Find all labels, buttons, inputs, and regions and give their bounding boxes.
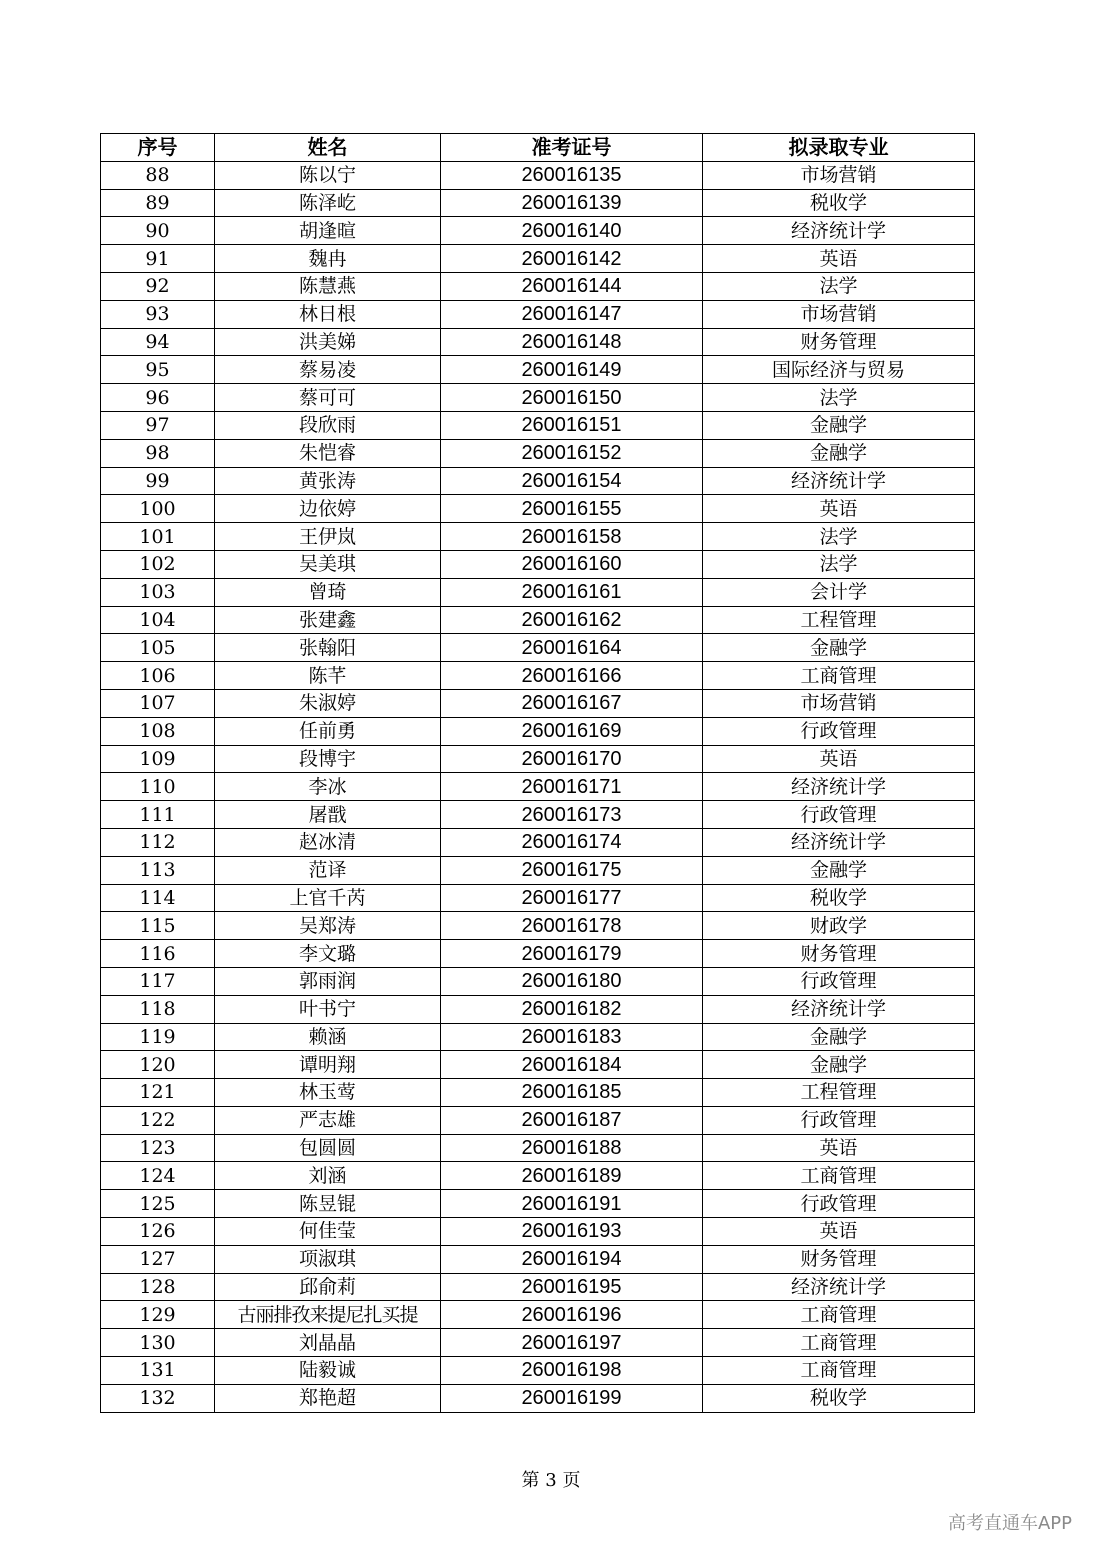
cell-major: 金融学: [703, 1051, 975, 1079]
cell-major: 工商管理: [703, 1329, 975, 1357]
cell-serial: 125: [101, 1190, 215, 1218]
cell-name: 蔡易凌: [215, 356, 441, 384]
cell-major: 法学: [703, 523, 975, 551]
cell-name: 严志雄: [215, 1106, 441, 1134]
cell-exam-id: 260016174: [441, 828, 703, 856]
cell-name: 叶书宁: [215, 995, 441, 1023]
cell-exam-id: 260016149: [441, 356, 703, 384]
cell-name: 王伊岚: [215, 523, 441, 551]
cell-serial: 110: [101, 773, 215, 801]
cell-major: 财务管理: [703, 328, 975, 356]
cell-serial: 112: [101, 828, 215, 856]
cell-name: 郑艳超: [215, 1384, 441, 1412]
cell-serial: 111: [101, 801, 215, 829]
cell-major: 工商管理: [703, 1162, 975, 1190]
table-row: [101, 1134, 975, 1162]
cell-exam-id: 260016161: [441, 578, 703, 606]
table-row: [101, 272, 975, 300]
table-row: [101, 1106, 975, 1134]
cell-major: 经济统计学: [703, 217, 975, 245]
cell-name: 边依婷: [215, 495, 441, 523]
page-number: 第 3 页: [521, 1470, 581, 1491]
cell-serial: 94: [101, 328, 215, 356]
cell-name: 陈昱锟: [215, 1190, 441, 1218]
table-row: [101, 662, 975, 690]
table-row: [101, 1023, 975, 1051]
cell-major: 财政学: [703, 912, 975, 940]
cell-exam-id: 260016187: [441, 1106, 703, 1134]
table-row: [101, 495, 975, 523]
table-row: [101, 1301, 975, 1329]
cell-major: 金融学: [703, 634, 975, 662]
cell-name: 陈慧燕: [215, 272, 441, 300]
table-header-row: [101, 134, 975, 162]
cell-name: 陈芊: [215, 662, 441, 690]
cell-major: 英语: [703, 495, 975, 523]
cell-name: 陆毅诚: [215, 1357, 441, 1385]
cell-exam-id: 260016179: [441, 940, 703, 968]
cell-serial: 128: [101, 1273, 215, 1301]
cell-exam-id: 260016195: [441, 1273, 703, 1301]
table-row: [101, 411, 975, 439]
cell-exam-id: 260016154: [441, 467, 703, 495]
cell-name: 郭雨润: [215, 967, 441, 995]
cell-exam-id: 260016148: [441, 328, 703, 356]
cell-serial: 124: [101, 1162, 215, 1190]
cell-name: 黄张涛: [215, 467, 441, 495]
cell-major: 工商管理: [703, 1357, 975, 1385]
cell-exam-id: 260016185: [441, 1079, 703, 1107]
cell-exam-id: 260016194: [441, 1245, 703, 1273]
cell-name: 刘涵: [215, 1162, 441, 1190]
cell-serial: 129: [101, 1301, 215, 1329]
table-row: [101, 606, 975, 634]
cell-exam-id: 260016193: [441, 1218, 703, 1246]
cell-serial: 117: [101, 967, 215, 995]
table-row: [101, 634, 975, 662]
cell-serial: 123: [101, 1134, 215, 1162]
table-row: [101, 940, 975, 968]
cell-major: 行政管理: [703, 801, 975, 829]
cell-major: 工商管理: [703, 1301, 975, 1329]
cell-name: 魏冉: [215, 245, 441, 273]
cell-name: 李冰: [215, 773, 441, 801]
table-row: [101, 967, 975, 995]
cell-serial: 90: [101, 217, 215, 245]
cell-major: 英语: [703, 745, 975, 773]
cell-serial: 105: [101, 634, 215, 662]
cell-exam-id: 260016160: [441, 550, 703, 578]
cell-exam-id: 260016139: [441, 189, 703, 217]
cell-exam-id: 260016151: [441, 411, 703, 439]
cell-name: 张翰阳: [215, 634, 441, 662]
cell-serial: 119: [101, 1023, 215, 1051]
cell-major: 金融学: [703, 439, 975, 467]
cell-name: 曾琦: [215, 578, 441, 606]
cell-name: 屠戬: [215, 801, 441, 829]
cell-exam-id: 260016196: [441, 1301, 703, 1329]
cell-exam-id: 260016152: [441, 439, 703, 467]
cell-major: 行政管理: [703, 1190, 975, 1218]
table-row: [101, 828, 975, 856]
table-row: [101, 1190, 975, 1218]
cell-exam-id: 260016189: [441, 1162, 703, 1190]
cell-exam-id: 260016197: [441, 1329, 703, 1357]
cell-exam-id: 260016175: [441, 856, 703, 884]
cell-serial: 92: [101, 272, 215, 300]
cell-major: 经济统计学: [703, 995, 975, 1023]
cell-major: 税收学: [703, 884, 975, 912]
cell-serial: 99: [101, 467, 215, 495]
cell-major: 工程管理: [703, 606, 975, 634]
table-row: [101, 773, 975, 801]
table-row: [101, 189, 975, 217]
cell-exam-id: 260016147: [441, 300, 703, 328]
table-row: [101, 384, 975, 412]
table-row: [101, 356, 975, 384]
cell-major: 财务管理: [703, 1245, 975, 1273]
cell-major: 税收学: [703, 189, 975, 217]
table-row: [101, 912, 975, 940]
cell-exam-id: 260016199: [441, 1384, 703, 1412]
cell-exam-id: 260016164: [441, 634, 703, 662]
cell-major: 会计学: [703, 578, 975, 606]
table-row: [101, 1329, 975, 1357]
cell-name: 陈以宁: [215, 161, 441, 189]
cell-major: 金融学: [703, 856, 975, 884]
table-row: [101, 467, 975, 495]
table-row: [101, 995, 975, 1023]
cell-major: 经济统计学: [703, 467, 975, 495]
cell-name: 朱恺睿: [215, 439, 441, 467]
table-row: [101, 1162, 975, 1190]
cell-serial: 107: [101, 689, 215, 717]
table-row: [101, 439, 975, 467]
cell-serial: 121: [101, 1079, 215, 1107]
table-row: [101, 1273, 975, 1301]
cell-exam-id: 260016173: [441, 801, 703, 829]
cell-serial: 131: [101, 1357, 215, 1385]
cell-serial: 126: [101, 1218, 215, 1246]
cell-exam-id: 260016167: [441, 689, 703, 717]
cell-name: 张建鑫: [215, 606, 441, 634]
cell-exam-id: 260016140: [441, 217, 703, 245]
cell-name: 刘晶晶: [215, 1329, 441, 1357]
cell-serial: 109: [101, 745, 215, 773]
cell-major: 财务管理: [703, 940, 975, 968]
table-row: [101, 801, 975, 829]
table-body: [101, 161, 975, 1412]
cell-serial: 120: [101, 1051, 215, 1079]
cell-name: 邱俞莉: [215, 1273, 441, 1301]
cell-name: 任前勇: [215, 717, 441, 745]
cell-major: 法学: [703, 384, 975, 412]
cell-name: 谭明翔: [215, 1051, 441, 1079]
cell-serial: 96: [101, 384, 215, 412]
cell-serial: 89: [101, 189, 215, 217]
cell-serial: 88: [101, 161, 215, 189]
cell-exam-id: 260016169: [441, 717, 703, 745]
cell-major: 英语: [703, 1218, 975, 1246]
cell-serial: 127: [101, 1245, 215, 1273]
cell-name: 林日根: [215, 300, 441, 328]
cell-name: 范译: [215, 856, 441, 884]
cell-name: 蔡可可: [215, 384, 441, 412]
cell-name: 胡逢暄: [215, 217, 441, 245]
cell-exam-id: 260016162: [441, 606, 703, 634]
cell-exam-id: 260016166: [441, 662, 703, 690]
table-row: [101, 1051, 975, 1079]
cell-exam-id: 260016178: [441, 912, 703, 940]
cell-name: 段博宇: [215, 745, 441, 773]
cell-major: 国际经济与贸易: [703, 356, 975, 384]
table-row: [101, 1384, 975, 1412]
cell-name: 陈泽屹: [215, 189, 441, 217]
cell-serial: 115: [101, 912, 215, 940]
cell-major: 行政管理: [703, 717, 975, 745]
cell-serial: 101: [101, 523, 215, 551]
table-row: [101, 523, 975, 551]
cell-serial: 95: [101, 356, 215, 384]
cell-exam-id: 260016135: [441, 161, 703, 189]
table-row: [101, 1245, 975, 1273]
table-row: [101, 328, 975, 356]
table-row: [101, 550, 975, 578]
table-row: [101, 217, 975, 245]
cell-serial: 91: [101, 245, 215, 273]
cell-major: 法学: [703, 550, 975, 578]
cell-serial: 114: [101, 884, 215, 912]
table-row: [101, 884, 975, 912]
cell-serial: 108: [101, 717, 215, 745]
cell-exam-id: 260016188: [441, 1134, 703, 1162]
table-row: [101, 300, 975, 328]
table-row: [101, 1218, 975, 1246]
cell-major: 经济统计学: [703, 828, 975, 856]
cell-exam-id: 260016182: [441, 995, 703, 1023]
cell-exam-id: 260016180: [441, 967, 703, 995]
cell-serial: 98: [101, 439, 215, 467]
cell-major: 金融学: [703, 411, 975, 439]
table-row: [101, 161, 975, 189]
cell-serial: 106: [101, 662, 215, 690]
cell-name: 项淑琪: [215, 1245, 441, 1273]
cell-serial: 100: [101, 495, 215, 523]
cell-major: 市场营销: [703, 161, 975, 189]
cell-major: 英语: [703, 245, 975, 273]
table-row: [101, 689, 975, 717]
header-major: 拟录取专业: [703, 134, 975, 162]
cell-serial: 103: [101, 578, 215, 606]
cell-serial: 113: [101, 856, 215, 884]
cell-name: 何佳莹: [215, 1218, 441, 1246]
header-name: 姓名: [215, 134, 441, 162]
cell-name: 朱淑婷: [215, 689, 441, 717]
cell-name: 段欣雨: [215, 411, 441, 439]
cell-exam-id: 260016198: [441, 1357, 703, 1385]
header-exam-id: 准考证号: [441, 134, 703, 162]
cell-serial: 93: [101, 300, 215, 328]
cell-serial: 130: [101, 1329, 215, 1357]
cell-exam-id: 260016184: [441, 1051, 703, 1079]
table-row: [101, 578, 975, 606]
cell-major: 行政管理: [703, 967, 975, 995]
table-row: [101, 717, 975, 745]
cell-serial: 97: [101, 411, 215, 439]
admission-table: [100, 133, 975, 1413]
cell-major: 市场营销: [703, 689, 975, 717]
cell-major: 工程管理: [703, 1079, 975, 1107]
table-row: [101, 1357, 975, 1385]
cell-name: 赖涵: [215, 1023, 441, 1051]
cell-major: 市场营销: [703, 300, 975, 328]
cell-serial: 116: [101, 940, 215, 968]
cell-serial: 122: [101, 1106, 215, 1134]
cell-serial: 104: [101, 606, 215, 634]
cell-major: 经济统计学: [703, 1273, 975, 1301]
cell-serial: 118: [101, 995, 215, 1023]
cell-major: 税收学: [703, 1384, 975, 1412]
cell-major: 经济统计学: [703, 773, 975, 801]
cell-major: 行政管理: [703, 1106, 975, 1134]
cell-exam-id: 260016183: [441, 1023, 703, 1051]
cell-major: 金融学: [703, 1023, 975, 1051]
cell-exam-id: 260016155: [441, 495, 703, 523]
cell-exam-id: 260016158: [441, 523, 703, 551]
cell-name: 李文璐: [215, 940, 441, 968]
cell-name: 赵冰清: [215, 828, 441, 856]
cell-name: 上官千芮: [215, 884, 441, 912]
cell-name: 吴美琪: [215, 550, 441, 578]
cell-exam-id: 260016144: [441, 272, 703, 300]
cell-name: 林玉莺: [215, 1079, 441, 1107]
table-row: [101, 1079, 975, 1107]
cell-exam-id: 260016150: [441, 384, 703, 412]
cell-exam-id: 260016170: [441, 745, 703, 773]
header-serial: 序号: [101, 134, 215, 162]
cell-serial: 132: [101, 1384, 215, 1412]
cell-major: 工商管理: [703, 662, 975, 690]
cell-exam-id: 260016191: [441, 1190, 703, 1218]
watermark: 高考直通车APP: [947, 1513, 1072, 1534]
cell-exam-id: 260016177: [441, 884, 703, 912]
cell-name: 包圆圆: [215, 1134, 441, 1162]
table-row: [101, 245, 975, 273]
cell-exam-id: 260016171: [441, 773, 703, 801]
cell-name: 洪美娣: [215, 328, 441, 356]
cell-major: 英语: [703, 1134, 975, 1162]
cell-major: 法学: [703, 272, 975, 300]
cell-exam-id: 260016142: [441, 245, 703, 273]
table-row: [101, 745, 975, 773]
cell-name: 吴郑涛: [215, 912, 441, 940]
cell-name: 古丽排孜来提尼扎买提: [215, 1301, 441, 1329]
table-row: [101, 856, 975, 884]
cell-serial: 102: [101, 550, 215, 578]
